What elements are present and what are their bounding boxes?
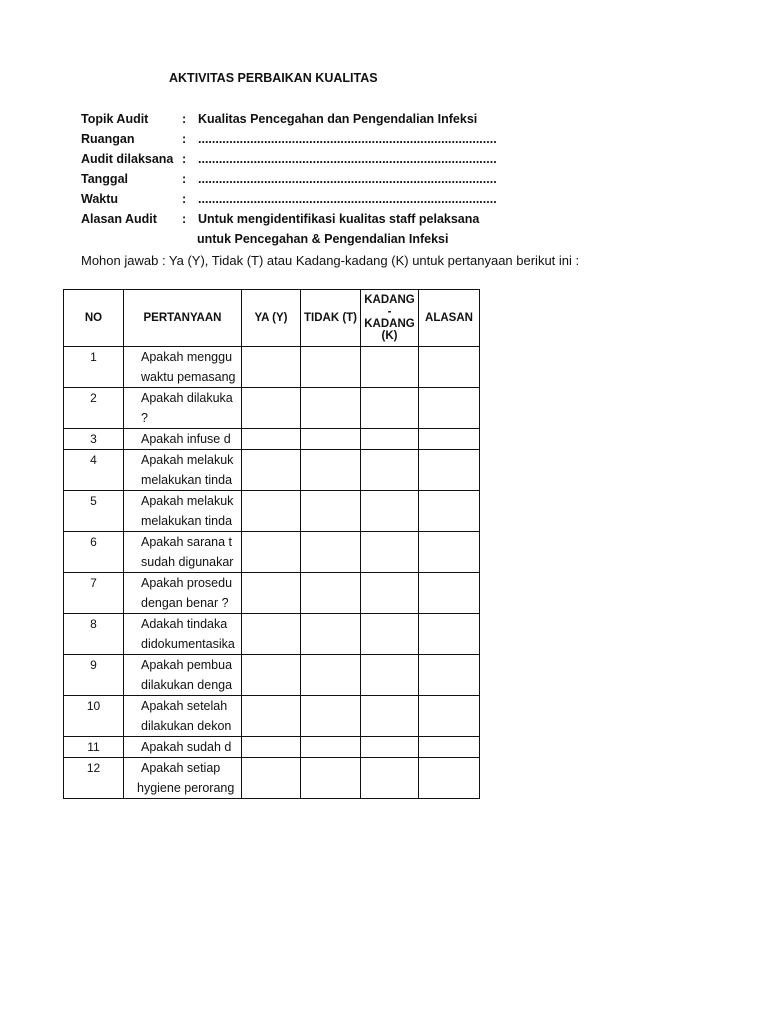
- alasan-cell[interactable]: [419, 758, 480, 799]
- field-value: ......................................................................................: [198, 192, 497, 206]
- question-line: Apakah infuse d: [141, 432, 231, 446]
- row-number: 12: [64, 758, 124, 799]
- answer-kadang-cell[interactable]: [361, 758, 419, 799]
- answer-ya-cell[interactable]: [242, 737, 301, 758]
- answer-ya-cell[interactable]: [242, 532, 301, 573]
- answer-ya-cell[interactable]: [242, 429, 301, 450]
- question-cell: [124, 429, 242, 450]
- answer-kadang-cell[interactable]: [361, 429, 419, 450]
- answer-ya-cell[interactable]: [242, 450, 301, 491]
- question-line: Apakah dilakuka: [141, 391, 233, 405]
- answer-kadang-cell[interactable]: [361, 655, 419, 696]
- instruction-text: Mohon jawab : Ya (Y), Tidak (T) atau Kadang-kadang (K) untuk pertanyaan berikut ini :: [81, 253, 580, 268]
- header-kadang-line1: KADANG: [364, 294, 415, 306]
- header-kadang-line3: KADANG: [364, 318, 415, 330]
- field-colon: :: [182, 112, 187, 126]
- answer-kadang-cell[interactable]: [361, 347, 419, 388]
- question-line: dengan benar ?: [141, 596, 229, 610]
- row-number: 9: [64, 655, 124, 696]
- question-line: Apakah pembua: [141, 658, 233, 672]
- row-number: 1: [64, 347, 124, 388]
- field-label: Audit dilaksana: [81, 152, 174, 166]
- question-line: Apakah melakuk: [141, 453, 234, 467]
- question-cell: [124, 758, 242, 799]
- field-label: Alasan Audit: [81, 212, 157, 226]
- question-line: Apakah sudah d: [141, 740, 232, 754]
- question-line: melakukan tinda: [141, 473, 233, 487]
- answer-kadang-cell[interactable]: [361, 532, 419, 573]
- field-colon: :: [182, 212, 187, 226]
- answer-tidak-cell[interactable]: [301, 614, 361, 655]
- field-value: ......................................................................................: [198, 152, 497, 166]
- field-label: Topik Audit: [81, 112, 149, 126]
- field-label: Tanggal: [81, 172, 128, 186]
- row-number: 7: [64, 573, 124, 614]
- answer-kadang-cell[interactable]: [361, 573, 419, 614]
- answer-ya-cell[interactable]: [242, 696, 301, 737]
- answer-ya-cell[interactable]: [242, 614, 301, 655]
- question-line: melakukan tinda: [141, 514, 233, 528]
- row-number: 2: [64, 388, 124, 429]
- row-number: 11: [64, 737, 124, 758]
- table-row: [64, 532, 480, 573]
- header-ya: YA (Y): [242, 290, 301, 347]
- table-row: [64, 614, 480, 655]
- header-no: NO: [64, 290, 124, 347]
- question-cell: [124, 532, 242, 573]
- answer-tidak-cell[interactable]: [301, 532, 361, 573]
- answer-tidak-cell[interactable]: [301, 388, 361, 429]
- table-row: [64, 655, 480, 696]
- header-alasan: ALASAN: [419, 290, 480, 347]
- answer-tidak-cell[interactable]: [301, 347, 361, 388]
- table-row: [64, 491, 480, 532]
- table-row: [64, 388, 480, 429]
- alasan-cell[interactable]: [419, 573, 480, 614]
- header-kadang-line4: (K): [381, 330, 398, 342]
- answer-tidak-cell[interactable]: [301, 429, 361, 450]
- table-row: [64, 429, 480, 450]
- answer-tidak-cell[interactable]: [301, 450, 361, 491]
- question-cell: [124, 655, 242, 696]
- answer-kadang-cell[interactable]: [361, 614, 419, 655]
- row-number: 4: [64, 450, 124, 491]
- question-line: Apakah prosedu: [141, 576, 233, 590]
- alasan-cell[interactable]: [419, 696, 480, 737]
- answer-kadang-cell[interactable]: [361, 491, 419, 532]
- answer-tidak-cell[interactable]: [301, 655, 361, 696]
- answer-kadang-cell[interactable]: [361, 737, 419, 758]
- answer-ya-cell[interactable]: [242, 758, 301, 799]
- field-value: ......................................................................................: [198, 172, 497, 186]
- answer-ya-cell[interactable]: [242, 491, 301, 532]
- question-line: dilakukan dekon: [141, 719, 232, 733]
- answer-ya-cell[interactable]: [242, 573, 301, 614]
- question-cell: [124, 388, 242, 429]
- answer-ya-cell[interactable]: [242, 388, 301, 429]
- question-cell: [124, 450, 242, 491]
- row-number: 6: [64, 532, 124, 573]
- question-cell: [124, 696, 242, 737]
- question-line: Apakah sarana t: [141, 535, 233, 549]
- question-line: Apakah menggu: [141, 350, 233, 364]
- alasan-cell[interactable]: [419, 429, 480, 450]
- row-number: 5: [64, 491, 124, 532]
- answer-tidak-cell[interactable]: [301, 491, 361, 532]
- question-line: sudah digunakar: [141, 555, 234, 569]
- field-label: Ruangan: [81, 132, 135, 146]
- question-line: didokumentasika: [141, 637, 235, 651]
- question-cell: [124, 737, 242, 758]
- question-line: waktu pemasang: [141, 370, 236, 384]
- answer-ya-cell[interactable]: [242, 655, 301, 696]
- row-number: 3: [64, 429, 124, 450]
- alasan-cell[interactable]: [419, 655, 480, 696]
- answer-tidak-cell[interactable]: [301, 573, 361, 614]
- field-colon: :: [182, 152, 187, 166]
- table-row: [64, 347, 480, 388]
- question-cell: [124, 491, 242, 532]
- field-value: ......................................................................................: [198, 132, 497, 146]
- field-colon: :: [182, 192, 187, 206]
- document-title: AKTIVITAS PERBAIKAN KUALITAS: [169, 71, 378, 85]
- alasan-cell[interactable]: [419, 737, 480, 758]
- answer-tidak-cell[interactable]: [301, 696, 361, 737]
- field-colon: :: [182, 132, 187, 146]
- table-row: [64, 450, 480, 491]
- audit-table: [63, 289, 480, 799]
- table-row: [64, 737, 480, 758]
- alasan-cell[interactable]: [419, 491, 480, 532]
- header-kadang-kadang: [361, 290, 419, 347]
- question-line: Apakah setiap: [141, 761, 221, 775]
- question-line: hygiene perorang: [137, 781, 235, 795]
- table-row: [64, 573, 480, 614]
- field-colon: :: [182, 172, 187, 186]
- alasan-cell[interactable]: [419, 532, 480, 573]
- field-value: Untuk mengidentifikasi kualitas staff pelaksana: [198, 212, 480, 226]
- answer-tidak-cell[interactable]: [301, 758, 361, 799]
- question-cell: [124, 347, 242, 388]
- row-number: 10: [64, 696, 124, 737]
- field-value: Kualitas Pencegahan dan Pengendalian Infeksi: [198, 112, 478, 126]
- question-line: dilakukan denga: [141, 678, 233, 692]
- field-alasan-continuation: untuk Pencegahan & Pengendalian Infeksi: [197, 232, 449, 246]
- row-number: 8: [64, 614, 124, 655]
- table-header-row: [64, 290, 480, 347]
- table-row: [64, 758, 480, 799]
- question-line: Adakah tindaka: [141, 617, 228, 631]
- header-kadang-line2: -: [387, 306, 392, 318]
- answer-kadang-cell[interactable]: [361, 388, 419, 429]
- question-cell: [124, 614, 242, 655]
- alasan-cell[interactable]: [419, 614, 480, 655]
- answer-tidak-cell[interactable]: [301, 737, 361, 758]
- alasan-cell[interactable]: [419, 347, 480, 388]
- alasan-cell[interactable]: [419, 388, 480, 429]
- question-line: ?: [141, 411, 148, 425]
- header-pertanyaan: PERTANYAAN: [124, 290, 242, 347]
- question-line: Apakah melakuk: [141, 494, 234, 508]
- answer-kadang-cell[interactable]: [361, 696, 419, 737]
- field-label: Waktu: [81, 192, 119, 206]
- question-line: Apakah setelah: [141, 699, 228, 713]
- question-cell: [124, 573, 242, 614]
- header-tidak: TIDAK (T): [301, 290, 361, 347]
- answer-ya-cell[interactable]: [242, 347, 301, 388]
- answer-kadang-cell[interactable]: [361, 450, 419, 491]
- table-row: [64, 696, 480, 737]
- alasan-cell[interactable]: [419, 450, 480, 491]
